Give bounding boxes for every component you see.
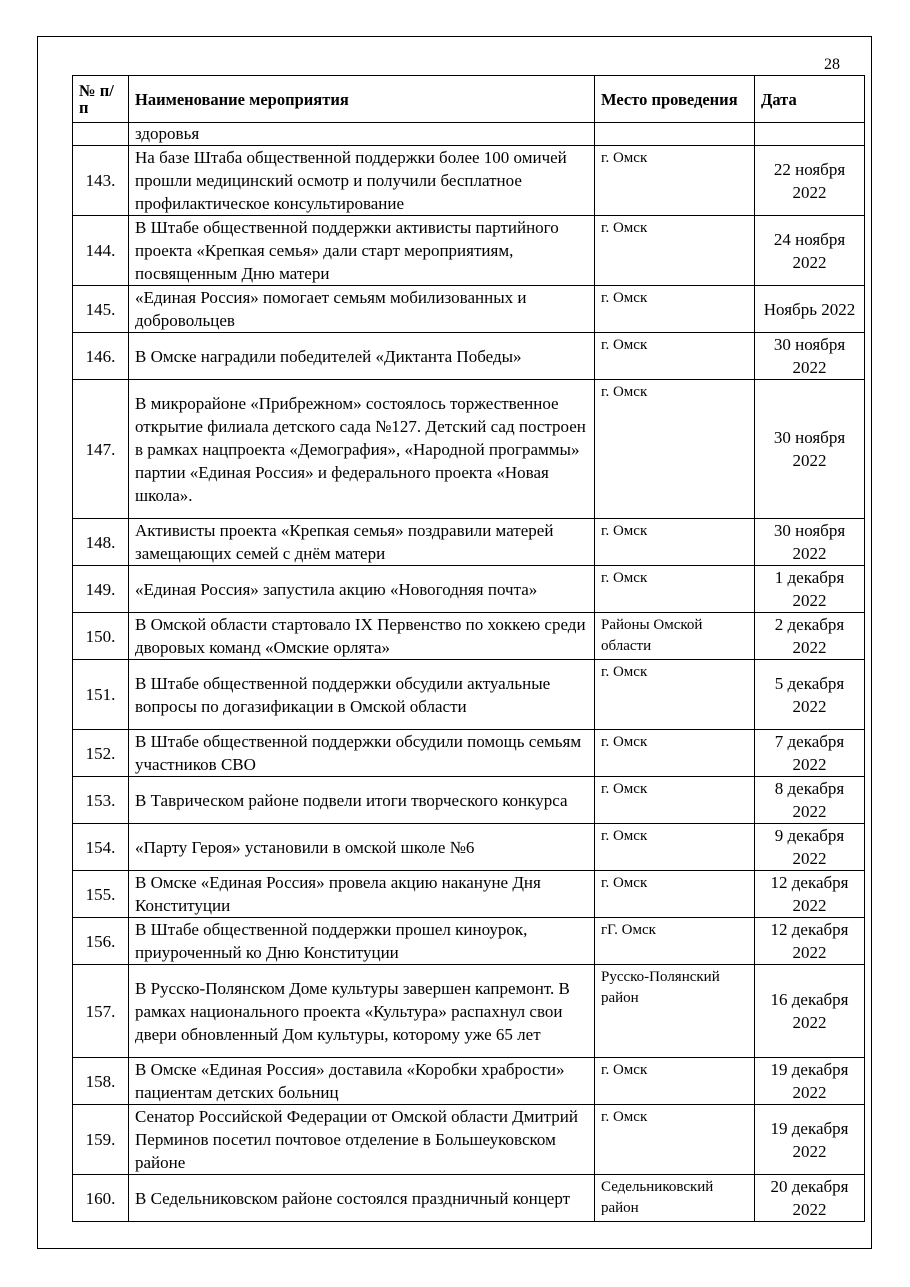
table-row [73,566,865,613]
row-number: 158. [73,1058,129,1105]
row-date: 30 ноября 2022 [755,380,865,519]
table-row [73,777,865,824]
row-date: 16 декабря 2022 [755,965,865,1058]
row-event-name: На базе Штаба общественной поддержки более 100 омичей прошли медицинский осмотр и получили бесплатное профилактическое консультирование [129,146,595,216]
row-number: 149. [73,566,129,613]
row-place: г. Омск [595,286,755,333]
table-row [73,824,865,871]
row-date: 19 декабря 2022 [755,1058,865,1105]
row-date: 9 декабря 2022 [755,824,865,871]
row-number: 150. [73,613,129,660]
table-row [73,519,865,566]
row-date: 22 ноября 2022 [755,146,865,216]
row-number: 155. [73,871,129,918]
row-place: г. Омск [595,333,755,380]
table-row [73,613,865,660]
row-place: г. Омск [595,1058,755,1105]
header-name: Наименование мероприятия [129,76,595,123]
continuation-place [595,123,755,146]
row-event-name: В Омске наградили победителей «Диктанта Победы» [129,333,595,380]
row-number: 154. [73,824,129,871]
row-place: г. Омск [595,146,755,216]
table-row [73,1175,865,1222]
row-place: г. Омск [595,660,755,730]
row-number: 145. [73,286,129,333]
table-row [73,216,865,286]
header-num: № п/п [73,76,129,123]
continuation-date [755,123,865,146]
row-event-name: В Штабе общественной поддержки обсудили актуальные вопросы по догазификации в Омской области [129,660,595,730]
row-place: г. Омск [595,1105,755,1175]
row-place: г. Омск [595,824,755,871]
row-place: г. Омск [595,730,755,777]
row-number: 144. [73,216,129,286]
row-event-name: «Единая Россия» помогает семьям мобилизованных и добровольцев [129,286,595,333]
row-number: 157. [73,965,129,1058]
continuation-num [73,123,129,146]
row-number: 146. [73,333,129,380]
row-event-name: Активисты проекта «Крепкая семья» поздравили матерей замещающих семей с днём матери [129,519,595,566]
row-date: 8 декабря 2022 [755,777,865,824]
row-event-name: В Омске «Единая Россия» провела акцию накануне Дня Конституции [129,871,595,918]
row-place: Русско-Полянский район [595,965,755,1058]
table-row [73,965,865,1058]
table-row [73,918,865,965]
row-number: 143. [73,146,129,216]
row-place: гГ. Омск [595,918,755,965]
table-row [73,380,865,519]
table-row [73,286,865,333]
header-place: Место проведения [595,76,755,123]
header-date: Дата [755,76,865,123]
row-place: г. Омск [595,871,755,918]
row-number: 151. [73,660,129,730]
row-date: 30 ноября 2022 [755,333,865,380]
table-row [73,660,865,730]
row-place: Седельниковский район [595,1175,755,1222]
row-number: 156. [73,918,129,965]
continuation-row [73,123,865,146]
continuation-name: здоровья [129,123,595,146]
row-date: 24 ноября 2022 [755,216,865,286]
table-row [73,871,865,918]
row-date: 12 декабря 2022 [755,871,865,918]
table-row [73,1105,865,1175]
row-event-name: Сенатор Российской Федерации от Омской области Дмитрий Перминов посетил почтовое отделение в Большеуковском районе [129,1105,595,1175]
row-place: г. Омск [595,777,755,824]
row-event-name: В Штабе общественной поддержки обсудили помощь семьям участников СВО [129,730,595,777]
table-row [73,730,865,777]
row-date: Ноябрь 2022 [755,286,865,333]
table-row [73,1058,865,1105]
table-row [73,333,865,380]
row-event-name: В Штабе общественной поддержки прошел киноурок, приуроченный ко Дню Конституции [129,918,595,965]
row-event-name: «Парту Героя» установили в омской школе №6 [129,824,595,871]
row-number: 148. [73,519,129,566]
row-event-name: В Седельниковском районе состоялся праздничный концерт [129,1175,595,1222]
row-date: 30 ноября 2022 [755,519,865,566]
row-number: 153. [73,777,129,824]
table-header-row [73,76,865,123]
row-place: г. Омск [595,566,755,613]
row-date: 1 декабря 2022 [755,566,865,613]
row-date: 7 декабря 2022 [755,730,865,777]
row-place: Районы Омской области [595,613,755,660]
page-number: 28 [824,56,840,73]
row-event-name: «Единая Россия» запустила акцию «Новогодняя почта» [129,566,595,613]
row-date: 2 декабря 2022 [755,613,865,660]
row-event-name: В Омской области стартовало IX Первенство по хоккею среди дворовых команд «Омские орлята» [129,613,595,660]
row-date: 20 декабря 2022 [755,1175,865,1222]
row-date: 12 декабря 2022 [755,918,865,965]
events-table [72,75,865,1222]
table-row [73,146,865,216]
row-number: 160. [73,1175,129,1222]
row-event-name: В Русско-Полянском Доме культуры завершен капремонт. В рамках национального проекта «Культура» распахнул свои двери обновленный Дом культуры, которому уже 65 лет [129,965,595,1058]
row-date: 19 декабря 2022 [755,1105,865,1175]
row-place: г. Омск [595,380,755,519]
row-event-name: В Штабе общественной поддержки активисты партийного проекта «Крепкая семья» дали старт мероприятиям, посвященным Дню матери [129,216,595,286]
row-place: г. Омск [595,216,755,286]
row-date: 5 декабря 2022 [755,660,865,730]
row-event-name: В Омске «Единая Россия» доставила «Коробки храбрости» пациентам детских больниц [129,1058,595,1105]
row-number: 159. [73,1105,129,1175]
row-number: 152. [73,730,129,777]
row-event-name: В Таврическом районе подвели итоги творческого конкурса [129,777,595,824]
row-number: 147. [73,380,129,519]
row-place: г. Омск [595,519,755,566]
row-event-name: В микрорайоне «Прибрежном» состоялось торжественное открытие филиала детского сада №127. Детский сад построен в рамках нацпроекта «Демография», «Народной программы» партии «Единая Россия» и федерального проекта «Новая школа». [129,380,595,519]
